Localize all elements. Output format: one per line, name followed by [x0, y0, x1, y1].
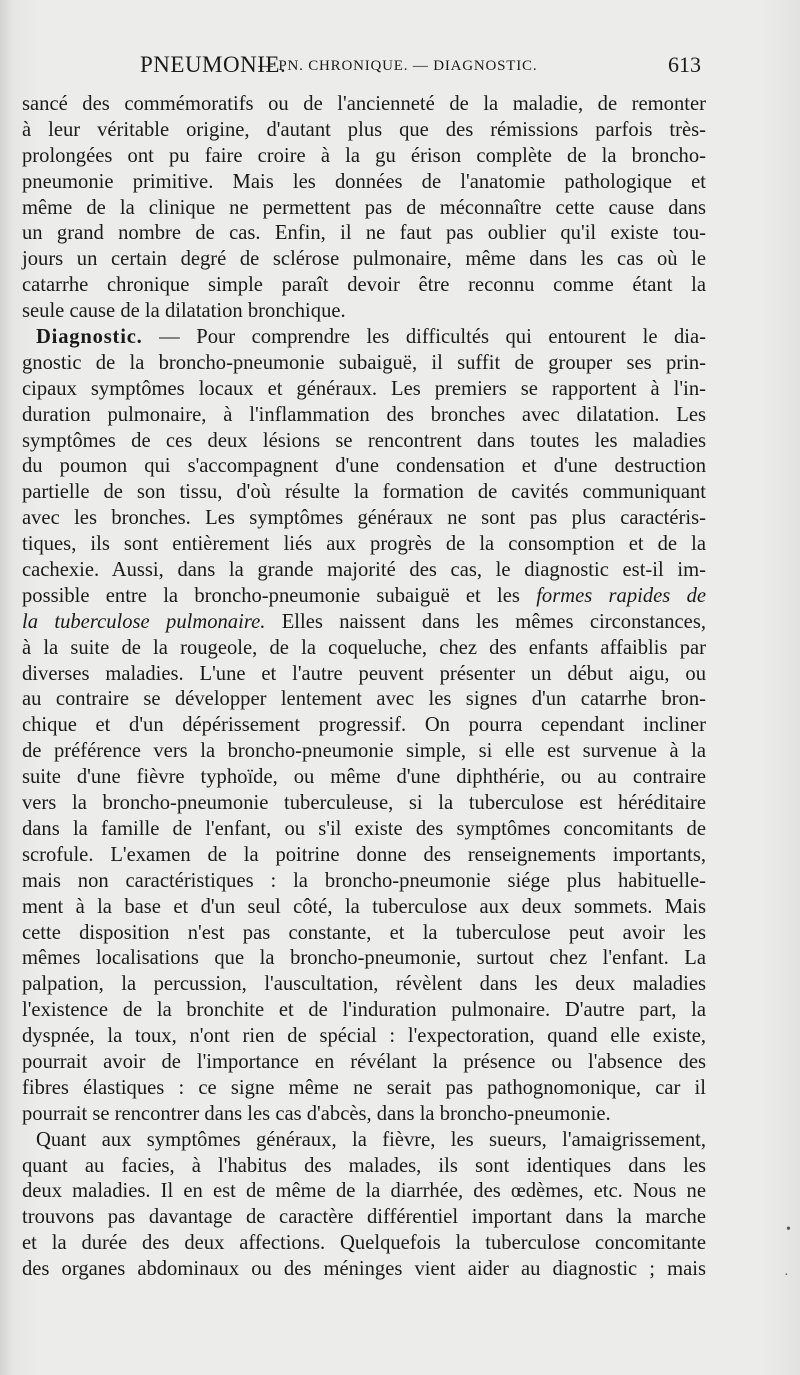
paragraph-line: gnostic de la broncho-pneumonie subaiguë, il suffit de grouper ses prin-: [22, 351, 706, 374]
paragraph-line: à la suite de la rougeole, de la coqueluche, chez des enfants affaiblis par: [22, 636, 706, 659]
paragraph-line: avec les bronches. Les symptômes généraux ne sont pas plus caractéris-: [22, 507, 706, 530]
paragraph-line: des organes abdominaux ou des méninges vient aider au diagnostic ; mais: [22, 1258, 706, 1281]
paragraph-diagnostic: [22, 325, 706, 1128]
paragraph-continued: [22, 92, 706, 325]
paragraph-line: même de la clinique ne permettent pas de méconnaître cette cause dans: [22, 196, 706, 219]
margin-mark: •: [786, 1222, 791, 1237]
paragraph-line: tiques, ils sont entièrement liés aux progrès de la consomption et de la: [22, 533, 706, 556]
paragraph-line: trouvons pas davantage de caractère différentiel important dans la marche: [22, 1206, 706, 1229]
paragraph-general-symptoms: [22, 1128, 706, 1283]
section-heading: Diagnostic.: [36, 326, 143, 349]
paragraph-line: ment à la base et d'un seul côté, la tuberculose aux deux sommets. Mais: [22, 895, 706, 918]
paragraph-line: pneumonie primitive. Mais les données de l'anatomie pathologique et: [22, 170, 706, 193]
paragraph-line: symptômes de ces deux lésions se rencontrent dans toutes les maladies: [22, 429, 706, 452]
italic-text: la tuberculose pulmonaire.: [22, 610, 266, 633]
paragraph-line: suite d'une fièvre typhoïde, ou même d'une diphthérie, ou au contraire: [22, 766, 706, 789]
paragraph-line: [22, 325, 706, 351]
paragraph-line: mais non caractéristiques : la broncho-pneumonie siége plus habituelle-: [22, 869, 706, 892]
paragraph-line: dyspnée, la toux, n'ont rien de spécial : l'expectoration, quand elle existe,: [22, 1025, 706, 1048]
paragraph-line: pourrait avoir de l'importance en révélant la présence ou l'absence des: [22, 1050, 706, 1073]
paragraph-line: cipaux symptômes locaux et généraux. Les premiers se rapportent à l'in-: [22, 377, 706, 400]
paragraph-line: duration pulmonaire, à l'inflammation des bronches avec dilatation. Les: [22, 403, 706, 426]
paragraph-line: un grand nombre de cas. Enfin, il ne faut pas oublier qu'il existe tou-: [22, 222, 706, 245]
paragraph-line: vers la broncho-pneumonie tuberculeuse, si la tuberculose est héréditaire: [22, 792, 706, 815]
paragraph-line: catarrhe chronique simple paraît devoir être reconnu comme étant la: [22, 274, 706, 297]
paragraph-line: mêmes localisations que la broncho-pneumonie, surtout chez l'enfant. La: [22, 947, 706, 970]
paragraph-line: palpation, la percussion, l'auscultation, révèlent dans les deux maladies: [22, 973, 706, 996]
paragraph-line: sancé des commémoratifs ou de l'ancienneté de la maladie, de remonter: [22, 93, 706, 115]
paragraph-line: partielle de son tissu, d'où résulte la formation de cavités communiquant: [22, 481, 706, 504]
paragraph-body: [22, 351, 706, 584]
body-text: [22, 92, 706, 1283]
paragraph-body-rest: [22, 636, 706, 1128]
paragraph-line: [22, 610, 706, 636]
paragraph-line: Quant aux symptômes généraux, la fièvre, les sueurs, l'amaigrissement,: [36, 1128, 706, 1151]
paragraph-line: prolongées ont pu faire croire à la gu érison complète de la broncho-: [22, 144, 706, 167]
italic-text: formes rapides de: [536, 584, 707, 607]
text-segment: possible entre la broncho-pneumonie subaiguë et les: [22, 584, 520, 607]
paragraph-line: du poumon qui s'accompagnent d'une condensation et d'une destruction: [22, 455, 706, 478]
paragraph-line: de préférence vers la broncho-pneumonie simple, si elle est survenue à la: [22, 740, 706, 763]
paragraph-line: diverses maladies. L'une et l'autre peuvent présenter un début aigu, ou: [22, 662, 706, 685]
paragraph-line: seule cause de la dilatation bronchique.: [22, 300, 346, 323]
paragraph-line: [22, 584, 706, 610]
paragraph-line: deux maladies. Il en est de même de la diarrhée, des œdèmes, etc. Nous ne: [22, 1180, 706, 1203]
paragraph-line: au contraire se développer lentement avec les signes d'un catarrhe bron-: [22, 688, 706, 711]
paragraph-line: et la durée des deux affections. Quelquefois la tuberculose concomitante: [22, 1232, 706, 1255]
running-head-subtitle: — PN. CHRONIQUE. — DIAGNOSTIC.: [258, 58, 538, 74]
paragraph-line: jours un certain degré de sclérose pulmonaire, même dans les cas où le: [22, 248, 706, 271]
paragraph-line: cachexie. Aussi, dans la grande majorité des cas, le diagnostic est-il im-: [22, 559, 706, 582]
paragraph-line: dans la famille de l'enfant, ou s'il existe des symptômes concomitants de: [22, 817, 706, 840]
text-segment: Elles naissent dans les mêmes circonstances,: [281, 610, 706, 633]
paragraph-line: quant au facies, à l'habitus des malades, ils sont identiques dans les: [22, 1154, 706, 1177]
paragraph-line: cette disposition n'est pas constante, et la tuberculose peut avoir les: [22, 921, 706, 944]
running-head: [0, 52, 800, 86]
text-segment: — Pour comprendre les difficultés qui entourent le dia-: [159, 326, 706, 349]
paragraph-line: pourrait se rencontrer dans les cas d'abcès, dans la broncho-pneumonie.: [22, 1102, 611, 1125]
margin-mark: ·: [784, 1268, 789, 1283]
page-number: 613: [668, 52, 701, 77]
running-head-title: PNEUMONIE.: [140, 52, 287, 77]
paragraph-line: à leur véritable origine, d'autant plus que des rémissions parfois très-: [22, 118, 706, 141]
paragraph-line: l'existence de la bronchite et de l'induration pulmonaire. D'autre part, la: [22, 999, 706, 1022]
paragraph-line: chique et d'un dépérissement progressif. On pourra cependant incliner: [22, 714, 706, 737]
paragraph-line: fibres élastiques : ce signe même ne serait pas pathognomonique, car il: [22, 1076, 706, 1099]
paragraph-line: scrofule. L'examen de la poitrine donne des renseignements importants,: [22, 843, 706, 866]
